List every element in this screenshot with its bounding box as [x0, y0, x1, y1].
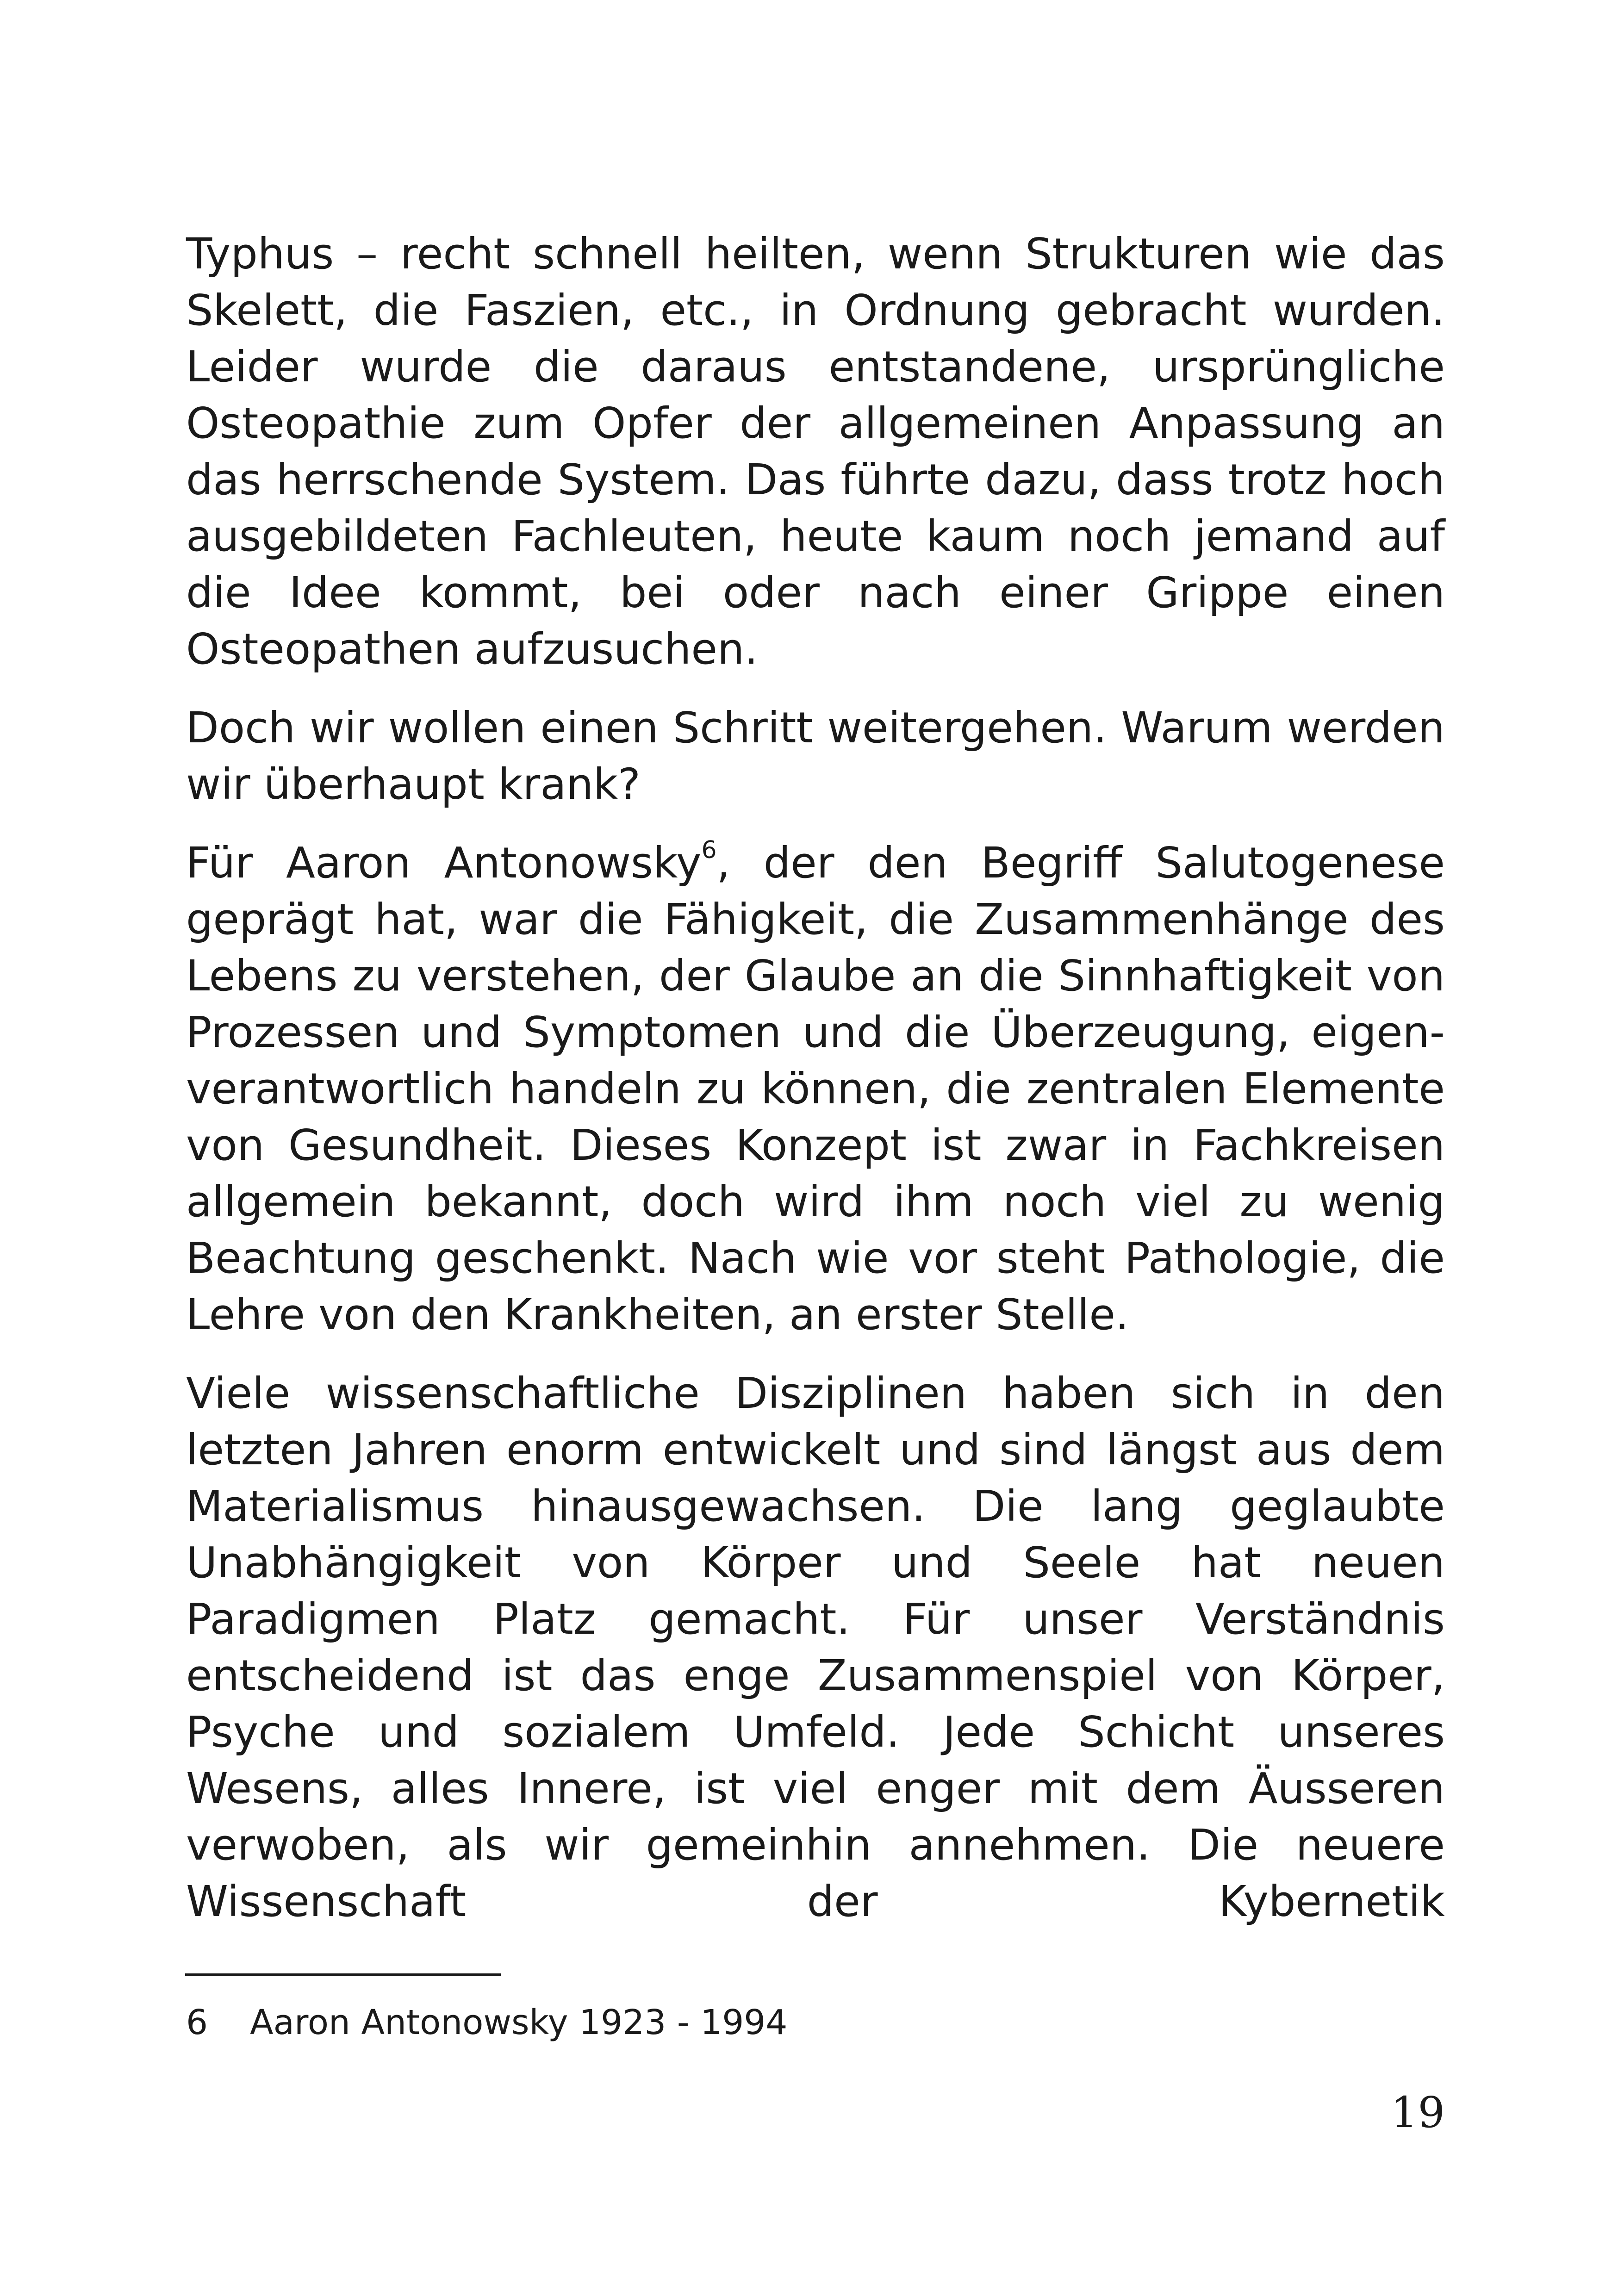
paragraph-typhus: Typhus – recht schnell heilten, wenn Strukturen wie das Skelett, die Faszien, etc., in Ordnung gebracht wurden. Leider wurde die daraus entstandene, ursprüngliche Osteopathie zum Opfer der allgemeinen Anpassung an das herrschende System. Das führte dazu, dass trotz hoch ausgebildeten Fachleuten, heute kaum noch jemand auf die Idee kommt, bei oder nach einer Grippe einen Osteopathen aufzusuchen. — [186, 229, 1445, 674]
page-number: 19 — [1390, 2088, 1445, 2137]
footnote-reference[interactable]: 6 — [701, 836, 717, 864]
paragraph-antonowsky-start: Für Aaron Antonowsky — [186, 838, 702, 888]
footnote-number: 6 — [186, 2003, 208, 2042]
footnote-text: Aaron Antonowsky 1923 - 1994 — [250, 2003, 788, 2042]
footnote-separator — [185, 1973, 501, 1976]
main-text — [186, 226, 1445, 1930]
paragraph-schritt: Doch wir wollen einen Schritt weitergehen. Warum werden wir überhaupt krank? — [186, 703, 1445, 809]
footnote — [186, 1999, 1445, 2046]
paragraph-antonowsky-rest: , der den Begriff Salutogenese geprägt hat, war die Fähigkeit, die Zusammenhänge des Lebens zu verstehen, der Glaube an die Sinnhaftigkeit von Prozessen und Symptomen und die Überzeugung, eigenverantwortlich handeln zu können, die zentralen Elemente von Gesundheit. Dieses Konzept ist zwar in Fachkreisen allgemein bekannt, doch wird ihm noch viel zu wenig Beachtung geschenkt. Nach wie vor steht Pathologie, die Lehre von den Krankheiten, an erster Stelle. — [186, 838, 1445, 1339]
paragraph-disziplinen: Viele wissenschaftliche Disziplinen haben sich in den letzten Jahren enorm entwickelt und sind längst aus dem Materialismus hinausgewachsen. Die lang geglaubte Unabhängigkeit von Körper und Seele hat neuen Paradigmen Platz gemacht. Für unser Verständnis entscheidend ist das enge Zusammenspiel von Körper, Psyche und sozialem Umfeld. Jede Schicht unseres Wesens, alles Innere, ist viel enger mit dem Äusseren verwoben, als wir gemeinhin annehmen. Die neuere Wissenschaft der Kybernetik — [186, 1369, 1445, 1926]
paragraph-antonowsky — [186, 835, 1445, 1343]
